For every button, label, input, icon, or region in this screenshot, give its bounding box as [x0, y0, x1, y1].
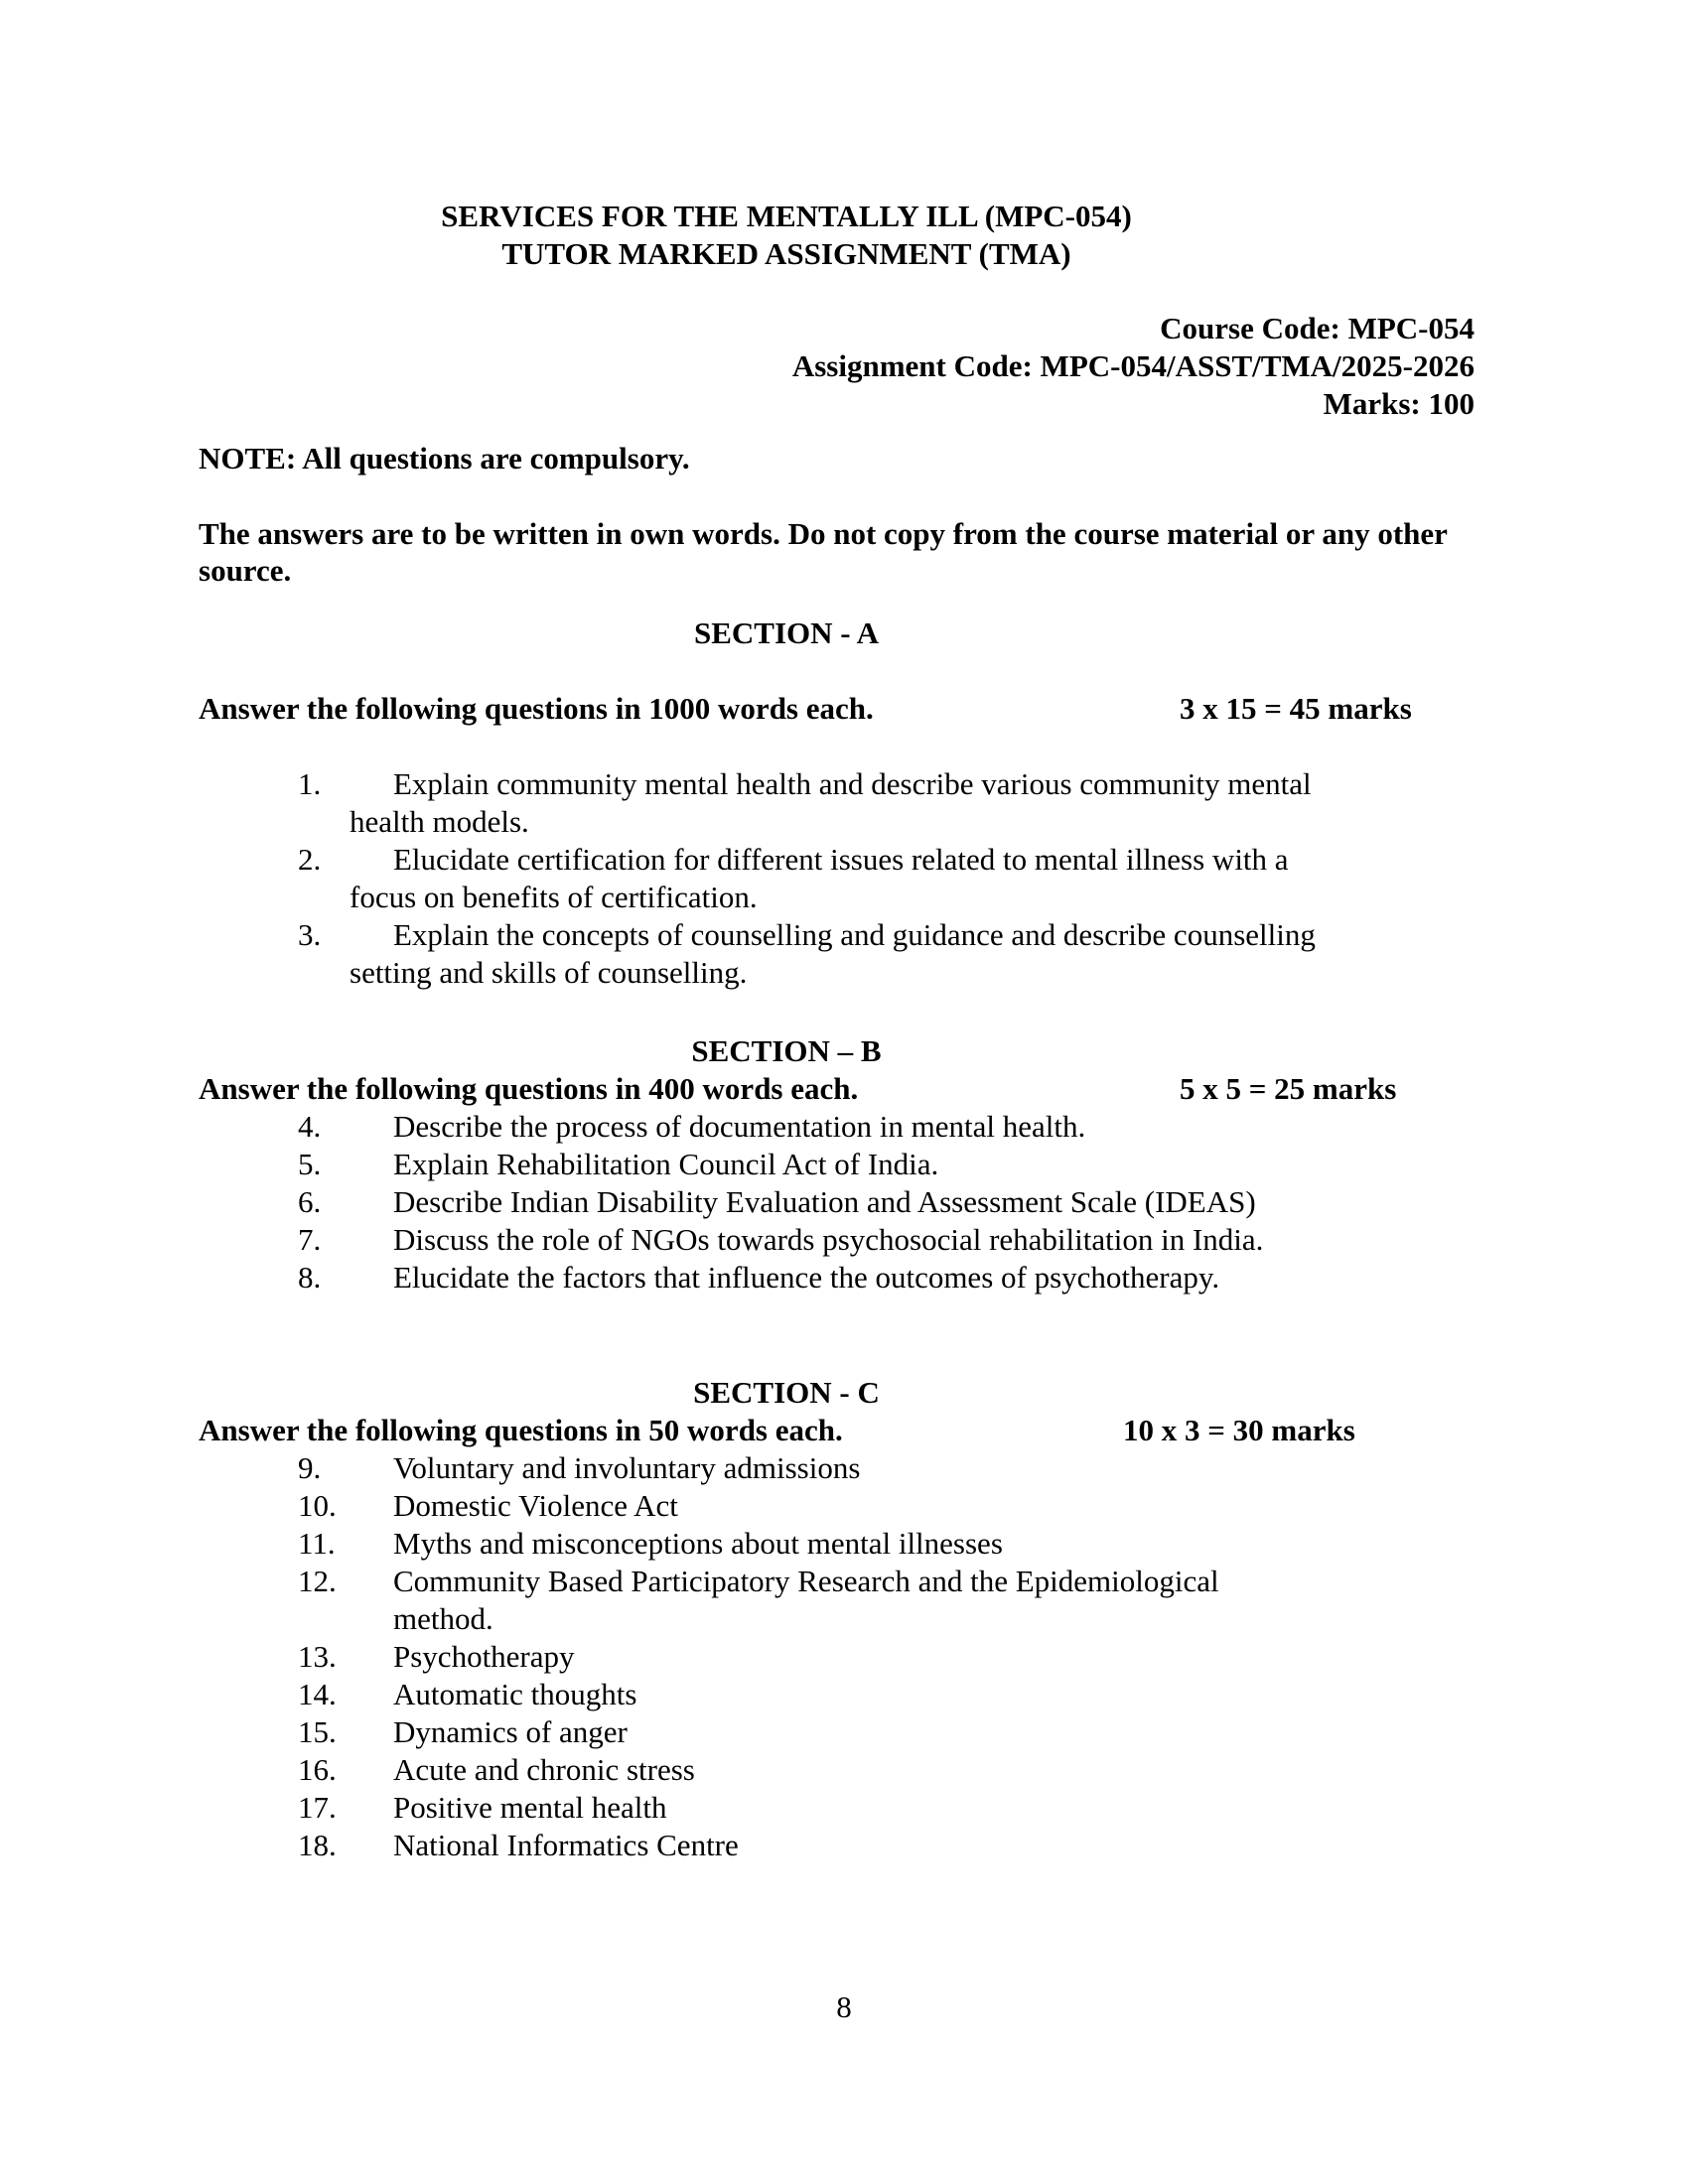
question-number: 1.	[298, 766, 322, 801]
question-text-continued: method.	[393, 1601, 493, 1636]
list-item	[298, 842, 1380, 921]
question-text: Myths and misconceptions about mental illnesses	[393, 1526, 1003, 1561]
list-item	[298, 766, 1380, 846]
question-text-continued: health models.	[350, 804, 529, 839]
course-code: Course Code: MPC-054	[1160, 311, 1475, 345]
question-text: Voluntary and involuntary admissions	[393, 1450, 861, 1485]
question-text: Explain the concepts of counselling and guidance and describe counselling	[393, 917, 1316, 952]
instruction-paragraph: The answers are to be written in own words. Do not copy from the course material or any other source.	[199, 516, 1448, 588]
list-item	[298, 917, 1380, 997]
list-item	[298, 1260, 1390, 1297]
question-text: Elucidate certification for different issues related to mental illness with a	[393, 842, 1289, 877]
list-item	[298, 1488, 1390, 1526]
question-text: Elucidate the factors that influence the outcomes of psychotherapy.	[393, 1260, 1220, 1295]
question-text: Acute and chronic stress	[393, 1752, 695, 1787]
note-compulsory: NOTE: All questions are compulsory.	[199, 441, 690, 476]
question-number: 5.	[298, 1147, 322, 1181]
list-item	[298, 1564, 1390, 1639]
question-number: 6.	[298, 1184, 322, 1219]
section-c-heading: SECTION - C	[693, 1375, 880, 1410]
question-text-continued: setting and skills of counselling.	[350, 955, 748, 990]
section-a-instruction: Answer the following questions in 1000 words each.	[199, 691, 874, 726]
question-number: 17.	[298, 1790, 337, 1825]
list-item	[298, 1752, 1390, 1790]
list-item	[298, 1109, 1390, 1147]
total-marks: Marks: 100	[1323, 386, 1475, 421]
question-text: Domestic Violence Act	[393, 1488, 678, 1523]
document-subtitle: TUTOR MARKED ASSIGNMENT (TMA)	[501, 236, 1071, 271]
list-item	[298, 1639, 1390, 1677]
section-c-marks: 10 x 3 = 30 marks	[1123, 1413, 1355, 1447]
section-b-heading: SECTION – B	[691, 1033, 882, 1068]
section-c-instruction: Answer the following questions in 50 words each.	[199, 1413, 843, 1447]
list-item	[298, 1450, 1390, 1488]
question-number: 3.	[298, 917, 322, 952]
question-number: 2.	[298, 842, 322, 877]
section-b-marks: 5 x 5 = 25 marks	[1180, 1071, 1397, 1106]
section-b-instruction: Answer the following questions in 400 words each.	[199, 1071, 859, 1106]
question-number: 16.	[298, 1752, 337, 1787]
question-text: Automatic thoughts	[393, 1677, 637, 1711]
question-number: 11.	[298, 1526, 336, 1561]
page-number: 8	[836, 1989, 852, 2024]
section-a-marks: 3 x 15 = 45 marks	[1180, 691, 1412, 726]
question-text: Psychotherapy	[393, 1639, 575, 1674]
question-number: 13.	[298, 1639, 337, 1674]
question-number: 12.	[298, 1564, 337, 1598]
list-item	[298, 1828, 1390, 1865]
document-title: SERVICES FOR THE MENTALLY ILL (MPC-054)	[441, 199, 1132, 233]
list-item	[298, 1714, 1390, 1752]
list-item	[298, 1147, 1390, 1184]
question-number: 10.	[298, 1488, 337, 1523]
question-text: Describe the process of documentation in mental health.	[393, 1109, 1086, 1144]
question-number: 15.	[298, 1714, 337, 1749]
question-text: Community Based Participatory Research and the Epidemiological	[393, 1564, 1219, 1598]
question-number: 4.	[298, 1109, 322, 1144]
question-text: Explain Rehabilitation Council Act of India.	[393, 1147, 939, 1181]
question-number: 18.	[298, 1828, 337, 1862]
assignment-code: Assignment Code: MPC-054/ASST/TMA/2025-2026	[791, 348, 1475, 383]
question-text: Explain community mental health and describe various community mental	[393, 766, 1312, 801]
list-item	[298, 1790, 1390, 1828]
question-text: National Informatics Centre	[393, 1828, 739, 1862]
question-number: 7.	[298, 1222, 322, 1257]
question-text: Describe Indian Disability Evaluation and Assessment Scale (IDEAS)	[393, 1184, 1256, 1219]
list-item	[298, 1677, 1390, 1714]
question-text: Discuss the role of NGOs towards psychosocial rehabilitation in India.	[393, 1222, 1264, 1257]
list-item	[298, 1222, 1390, 1260]
question-number: 8.	[298, 1260, 322, 1295]
list-item	[298, 1526, 1390, 1564]
section-a-heading: SECTION - A	[693, 615, 880, 650]
question-number: 14.	[298, 1677, 337, 1711]
question-text-continued: focus on benefits of certification.	[350, 880, 758, 914]
question-text: Positive mental health	[393, 1790, 667, 1825]
question-number: 9.	[298, 1450, 322, 1485]
question-text: Dynamics of anger	[393, 1714, 628, 1749]
list-item	[298, 1184, 1390, 1222]
